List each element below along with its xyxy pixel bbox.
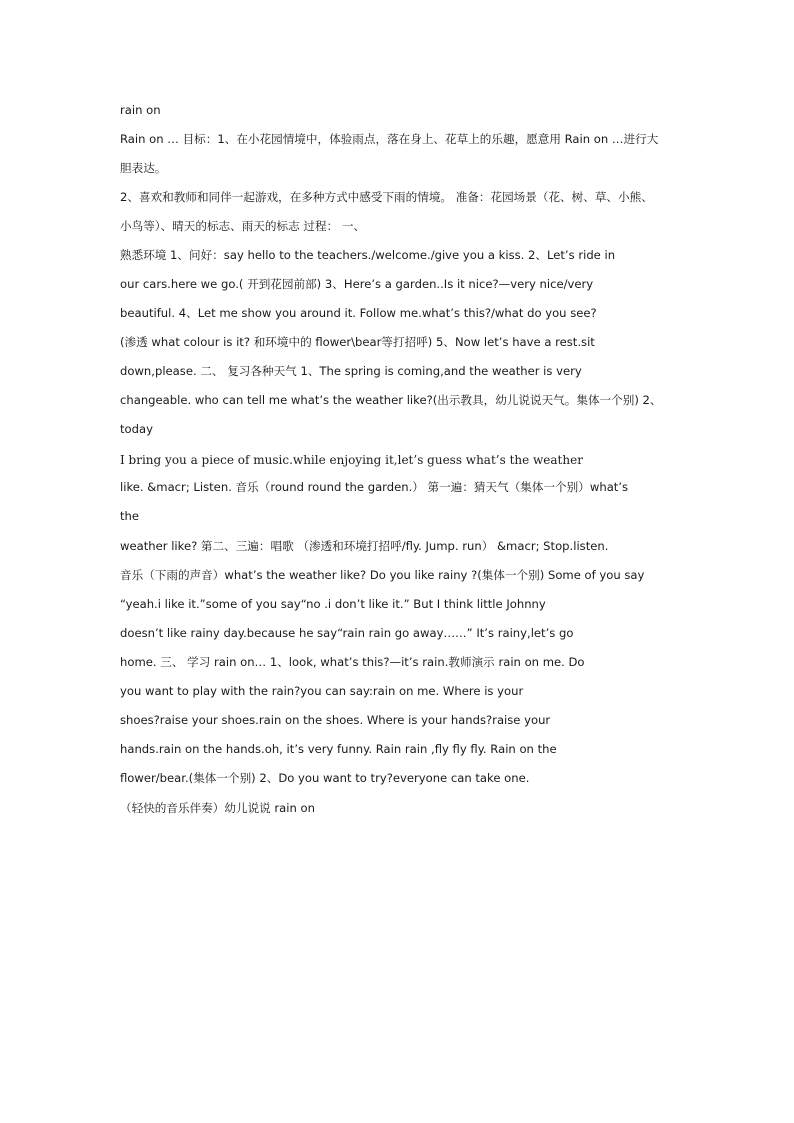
text-line: (渗透 what colour is it? 和环境中的 flower\bear等打招呼) 5、Now let’s have a rest.sit [120,335,595,349]
text-line: shoes?raise your shoes.rain on the shoes. Where is your hands?raise your [120,713,551,727]
text-line: I bring you a piece of music.while enjoying it,let’s guess what’s the weather [120,453,583,467]
text-line: changeable. who can tell me what’s the weather like?(出示教具，幼儿说说天气。集体一个别) 2、 [120,393,662,407]
text-line: hands.rain on the hands.oh, it’s very funny. Rain rain ,fly fly fly. Rain on the [120,742,557,756]
text-line: beautiful. 4、Let me show you around it. Follow me.what’s this?/what do you see? [120,306,597,320]
text-line: （轻快的音乐伴奏）幼儿说说 rain on [120,801,315,815]
text-line: flower/bear.(集体一个别) 2、Do you want to try?everyone can take one. [120,771,530,785]
text-line: today [120,422,153,436]
text-line: like. &macr; Listen. 音乐（round round the garden.） 第一遍：猜天气（集体一个别）what’s [120,480,629,494]
text-line: weather like? 第二、三遍：唱歌 （渗透和环境打招呼/fly. Jump. run） &macr; Stop.listen. [120,539,609,553]
text-line: 熟悉环境 1、问好：say hello to the teachers./welcome./give you a kiss. 2、Let’s ride in [120,248,616,262]
text-line: 胆表达。 [120,161,167,175]
text-line: 小鸟等）、晴天的标志、雨天的标志 过程： 一、 [120,219,366,233]
text-line: home. 三、 学习 rain on… 1、look, what’s this?—it’s rain.教师演示 rain on me. Do [120,655,585,669]
text-line: our cars.here we go.( 开到花园前部) 3、Here’s a garden..Is it nice?—very nice/very [120,277,594,291]
text-line: the [120,509,140,523]
text-line: doesn’t like rainy day.because he say“rain rain go away……” It’s rainy,let’s go [120,626,574,640]
text-line: rain on [120,103,161,117]
text-line: 2、喜欢和教师和同伴一起游戏，在多种方式中感受下雨的情境。 准备：花园场景（花、树、草、小熊、 [120,190,653,204]
text-line: 音乐（下雨的声音）what’s the weather like? Do you like rainy ?(集体一个别) Some of you say [120,568,645,582]
text-line: “yeah.i like it.”some of you say“no .i don’t like it.” But I think little Johnny [120,597,546,611]
text-line: you want to play with the rain?you can say:rain on me. Where is your [120,684,524,698]
text-line: Rain on … 目标：1、在小花园情境中，体验雨点，落在身上、花草上的乐趣，愿意用 Rain on …进行大 [120,132,659,146]
text-line: down,please. 二、 复习各种天气 1、The spring is coming,and the weather is very [120,364,582,378]
